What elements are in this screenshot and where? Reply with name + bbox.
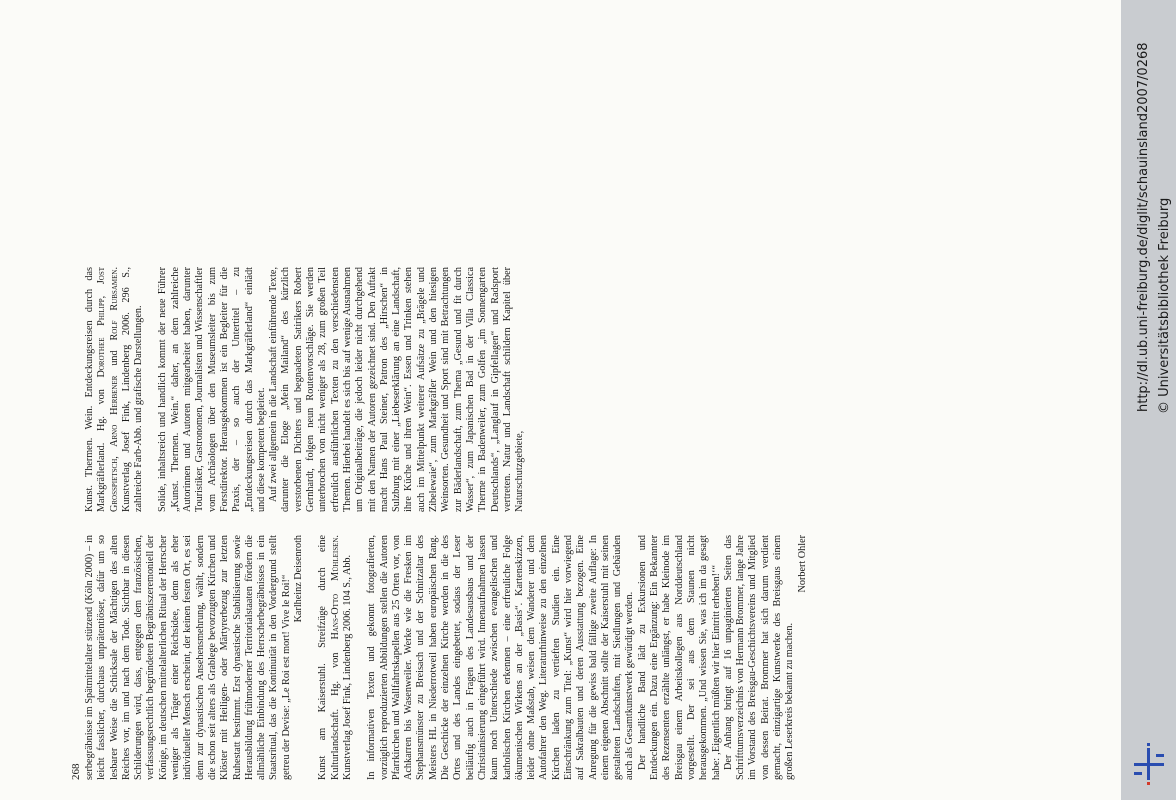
review3-paragraph-2: Auf zwei allgemein in die Landschaft einführende Texte, darunter die Eloge „Mein Mailand“ des kürzlich verstorbenen Dichters und begnadeten Satirikers Robert Gernhardt, folgen neun Routenvorschläge. Sie werden unterbrochen von nicht weniger als 28, zum großen Teil erfreulich ausführlichen Texten zu den verschiedensten Themen. Hierbei handelt es sich bis auf wenige Ausnahmen um Originalbeiträge, die jedoch leider nicht durchgehend mit den Namen der Autoren gezeichnet sind. Den Auftakt macht Hans Paul Steiner, Patron des „Hirschen“ in Sulzburg mit einer „Liebeserklärung an eine Landschaft, ihre Küche und ihren Wein“. Essen und Trinken stehen auch im Mittelpunkt weiterer Aufsätze zu „Brägele und Zibelewaie“, zum Markgräfler Wein und den hiesigen Weinsorten. Gesundheit und Sport sind mit Betrachtungen zur Bäderlandschaft, zum Thema „Gesund und fit durch Wasser“, zum Japanischen Bad in der Villa Classica Therme in Badenweiler, zum Golfen „im Sonnengarten Deutschlands“, „Langlauf in Gipfellagen“ und Radsport vertreten. Natur und Landschaft schildern Kapitel über Naturschutzgebiete, xyxy=(268,267,526,512)
review3-paragraph-1: Solide, inhaltsreich und handlich kommt der neue Führer „Kunst. Thermen. Wein.“ daher, an dem zahlreiche Autorinnen und Autoren mitgearbeitet haben, darunter Touristiker, Gastronomen, Journalisten und Wissenschaftler vom Archäologen über den Museumsleiter bis zum Forstdirektor. Herausgekommen ist ein Begleiter für die Praxis, der – so auch der Untertitel – zu „Entdeckungsreisen durch das Markgräflerland“ einlädt und diese kompetent begleitet. xyxy=(157,267,267,512)
review3-editor-last: Rolf Rubsamen xyxy=(108,269,120,341)
logo-block-right xyxy=(1156,754,1164,757)
right-column xyxy=(84,267,526,512)
review3-editors: Dorothee Philipp, Jost Grosspietsch, Arno Herbener xyxy=(96,266,120,512)
copyright-notice: © Universitätsbibliothek Freiburg xyxy=(1157,197,1172,414)
review2-heading-post: . Kunstverlag Josef Fink, Lindenberg 2006. 104 S., Abb. xyxy=(329,535,353,780)
review2-paragraph-1: In informativen Texten und gekonnt fotografierten, vorzüglich reproduzierten Abbildungen stellen die Autoren Pfarrkirchen und Wallfahrtskapellen aus 25 Orten vor, von Achkarren bis Wasenweiler. Werke wie die Fresken im Stephansmünster zu Breisach und der Schnitzaltar des Meisters HL in Niederrotweil haben europäischen Rang. Die Geschicke der einzelnen Kirche werden in die des Ortes und des Landes eingebettet, sodass der Leser beiläufig auch in Fragen des Landesausbaus und der Christianisierung eingeführt wird. Innenaufnahmen lassen kaum noch Unterschiede zwischen evangelischen und katholischen Kirchen erkennen – eine erfreuliche Folge ökumenischen Wirkens an der „Basis“. Kartenskizzen, leider ohne Maßstab, weisen dem Wanderer und dem Autofahrer den Weg. Literaturhinweise zu den einzelnen Kirchen laden zu vertieften Studien ein. Eine Einschränkung zum Titel: „Kunst“ wird hier vorwiegend auf Sakralbauten und deren Ausstattung bezogen. Eine Anregung für die gewiss bald fällige zweite Auflage: In einem eigenen Abschnitt sollte der Kaiserstuhl mit seinen gestalteten Landschaften, mit Siedlungen und Gebäuden auch als Gesamtkunstwerk gewürdigt werden. xyxy=(366,535,636,780)
review2-editor: Hans-Otto Mühleisen xyxy=(329,537,341,640)
logo-accent-bottom xyxy=(1147,743,1150,746)
review3-heading-pre: Kunst. Thermen. Wein. Entdeckungsreisen durch das Markgräflerland. Hg. von xyxy=(84,267,108,512)
review2-signature: Norbert Ohler xyxy=(796,535,808,593)
logo-accent-top xyxy=(1147,782,1150,785)
left-column xyxy=(84,535,809,780)
review1-signature: Karlheinz Deisenroth xyxy=(293,535,305,623)
review2-heading-pre: Kunst am Kaiserstuhl. Streifzüge durch eine Kulturlandschaft. Hg. von xyxy=(317,535,341,780)
review2-heading xyxy=(317,535,354,780)
archive-url-link[interactable]: http://dl.ub.uni-freiburg.de/diglit/schauinsland2007/0268 xyxy=(1136,42,1151,412)
review2-paragraph-3: Der Anhang bringt auf 16 unpaginierten Seiten das Schrifttumsverzeichnis von Hermann Brommer, lange Jahre im Vorstand des Breisgau-Geschichtsvereins und Mitglied von dessen Beirat. Brommer hat sich darum verdient gemacht, einzigartige Kunstwerke des Breisgaus einem großen Leserkreis bekannt zu machen. xyxy=(722,535,796,780)
review3-heading-mid: und xyxy=(108,340,120,376)
logo-block-left xyxy=(1134,772,1142,775)
page-number: 268 xyxy=(70,763,82,780)
university-library-logo-icon xyxy=(1126,742,1170,786)
rotated-page-content xyxy=(0,96,1121,800)
review1-paragraph: serbegräbnisse im Spätmittelalter stützend (Köln 2000) – in leicht fasslicher, durchaus unprätentiöser, dafür um so lesbarer Weise die Schicksale der Mächtigen des alten Reiches vor, im und nach dem Tode. Sichtbar in diesen Schilderungen wird, dass, entgegen dem französischen, verfassungsrechtlich begründeten Begräbniszeremoniell der Könige, im deutschen mittelalterlichen Ritual der Herrscher weniger als Träger einer Reichsidee, denn als eher individueller Mensch erscheint, der keinen festen Ort, es sei denn zur dynastischen Ansehensmehrung, wählt, sondern die schon seit alters als Grablege bevorzugten Kirchen und Klöster mit Heiligen- oder Märtyrerbezug zur letzten Ruhestatt bestimmt. Erst dynastische Stabilisierung sowie Herausbildung frühmoderner Territorialstaaten fördern die allmähliche Einbindung des Herrscherbegräbnisses in ein Staatsritual, das die Kontinuität in den Vordergrund stellt getreu der Devise: „Le Roi est mort! Vive le Roi!“ xyxy=(84,535,292,780)
review3-heading-post: . Kunstverlag Josef Fink, Lindenberg 2006. 296 S., zahlreiche Farb-Abb. und grafische Darstellungen. xyxy=(108,267,145,512)
logo-bar-vertical xyxy=(1147,748,1150,780)
review3-heading xyxy=(84,267,145,512)
review2-paragraph-2: Der handliche Band lädt zu Exkursionen und Entdeckungen ein. Dazu eine Ergänzung: Ein Bekannter des Rezensenten erzählte unlängst, er habe Kleinode im Breisgau einem Arbeitskollegen aus Norddeutschland vorgestellt. Der sei aus dem Staunen nicht herausgekommen. „Und wissen Sie, was ich im da gesagt habe: ‚Eigentlich müßten wir hier Eintritt erheben!‘“ xyxy=(636,535,722,780)
